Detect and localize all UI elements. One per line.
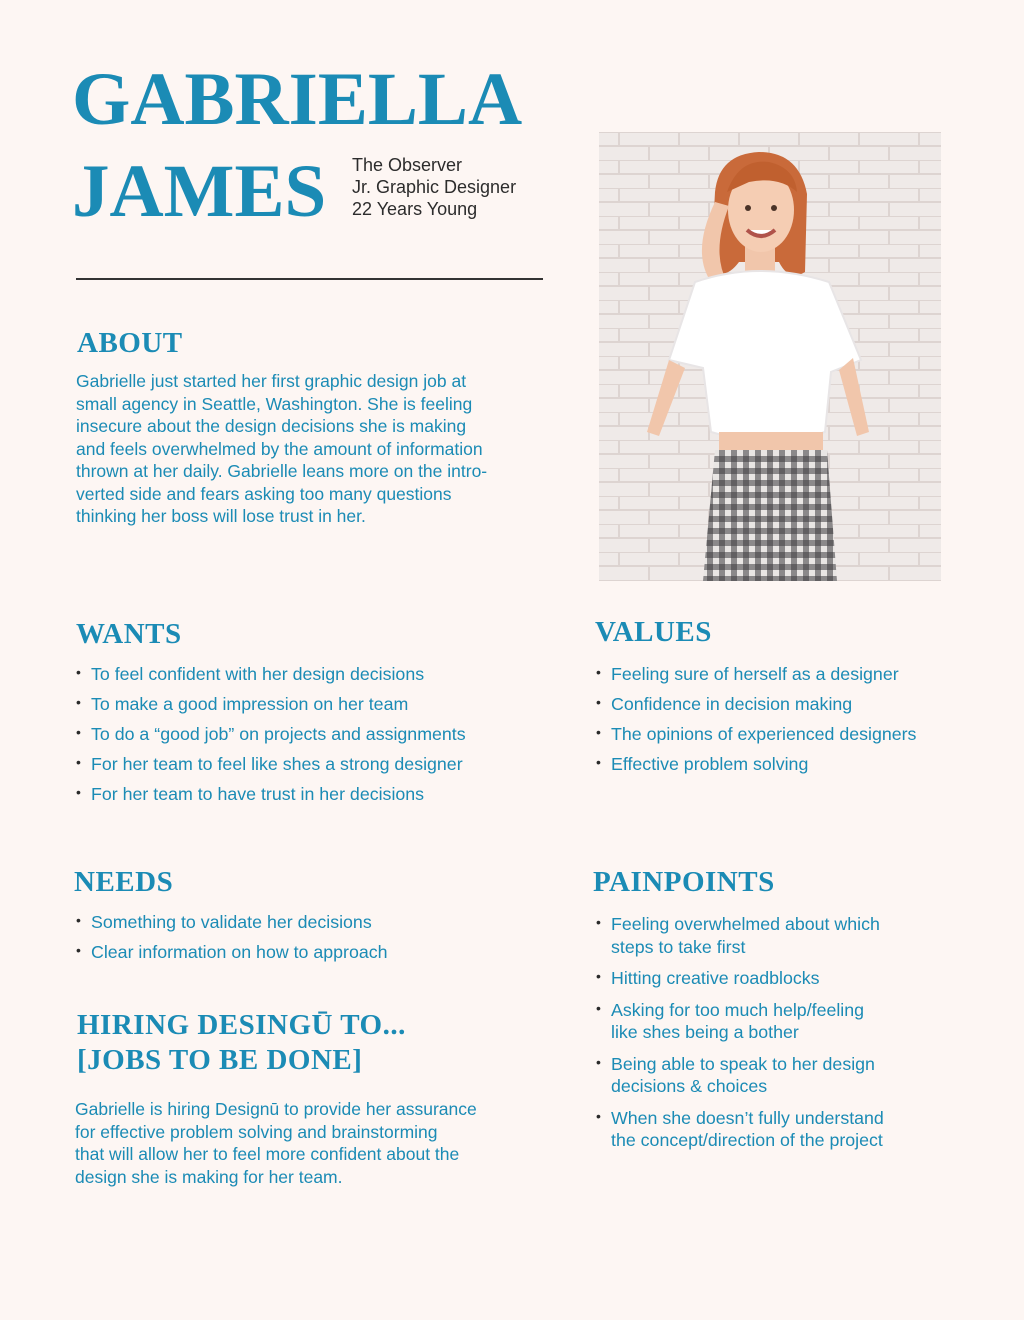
bullet-dot: •	[596, 724, 601, 740]
bullet-dot: •	[76, 912, 81, 928]
painpoints-heading: PAINPOINTS	[593, 866, 775, 898]
wants-item	[76, 693, 466, 716]
painpoints-item	[596, 1053, 884, 1098]
painpoints-item-line: Asking for too much help/feeling	[611, 999, 865, 1020]
values-item-text: The opinions of experienced designers	[611, 724, 917, 744]
bullet-dot: •	[596, 754, 601, 770]
hiring-heading-line: [JOBS TO BE DONE]	[77, 1044, 363, 1076]
values-item-text: Feeling sure of herself as a designer	[611, 664, 899, 684]
persona-role: Jr. Graphic Designer	[352, 177, 517, 197]
values-item	[596, 723, 916, 746]
bullet-dot: •	[596, 968, 601, 984]
about-text	[76, 370, 487, 528]
bullet-dot: •	[76, 942, 81, 958]
values-heading: VALUES	[595, 616, 712, 648]
hiring-line: Gabrielle is hiring Designū to provide her assurance	[75, 1099, 477, 1119]
wants-item	[76, 783, 466, 806]
painpoints-item	[596, 1107, 884, 1152]
values-list	[596, 663, 916, 776]
about-heading: ABOUT	[77, 327, 183, 359]
needs-item	[76, 941, 388, 964]
values-item	[596, 663, 916, 686]
hiring-heading-line: HIRING DESINGŪ TO...	[77, 1009, 406, 1041]
painpoints-list	[596, 913, 884, 1152]
bullet-dot: •	[76, 784, 81, 800]
bullet-dot: •	[76, 694, 81, 710]
bullet-dot: •	[596, 694, 601, 710]
needs-item	[76, 911, 388, 934]
hiring-line: design she is making for her team.	[75, 1166, 343, 1187]
persona-archetype: The Observer	[352, 155, 463, 175]
bullet-dot: •	[596, 914, 601, 930]
painpoints-item-line: like shes being a bother	[611, 1022, 799, 1042]
hiring-line: that will allow her to feel more confident about the	[75, 1144, 460, 1164]
wants-heading: WANTS	[76, 618, 182, 650]
needs-list	[76, 911, 388, 964]
bullet-dot: •	[596, 999, 601, 1016]
about-line: and feels overwhelmed by the amount of information	[76, 438, 483, 459]
hiring-heading	[77, 1008, 406, 1078]
bullet-dot: •	[76, 724, 81, 740]
hiring-text	[75, 1098, 477, 1188]
values-item-text: Effective problem solving	[611, 754, 809, 774]
wants-item-text: To make a good impression on her team	[91, 694, 409, 714]
painpoints-item	[596, 999, 884, 1044]
wants-item-text: To do a “good job” on projects and assignments	[91, 724, 466, 744]
needs-heading: NEEDS	[74, 866, 174, 898]
bullet-dot: •	[76, 754, 81, 770]
painpoints-item-line: Feeling overwhelmed about which	[611, 914, 880, 934]
painpoints-item	[596, 967, 884, 990]
painpoints-item-line: Hitting creative roadblocks	[611, 968, 820, 988]
values-item-text: Confidence in decision making	[611, 694, 853, 714]
painpoints-item-line: the concept/direction of the project	[611, 1130, 883, 1150]
needs-item-text: Something to validate her decisions	[91, 912, 372, 932]
about-line: insecure about the design decisions she is making	[76, 416, 467, 436]
about-line: Gabrielle just started her first graphic design job at	[76, 371, 467, 391]
about-line: thrown at her daily. Gabrielle leans more on the intro-	[76, 461, 488, 481]
bullet-dot: •	[76, 664, 81, 680]
needs-item-text: Clear information on how to approach	[91, 942, 388, 962]
persona-first-name: GABRIELLA	[72, 58, 523, 141]
wants-item-text: For her team to feel like shes a strong designer	[91, 754, 463, 774]
painpoints-item-line: steps to take first	[611, 936, 746, 957]
wants-item-text: For her team to have trust in her decisions	[91, 784, 425, 804]
about-line: thinking her boss will lose trust in her.	[76, 506, 366, 526]
persona-photo-illustration	[599, 132, 941, 581]
bullet-dot: •	[596, 1107, 601, 1124]
persona-subtitle	[352, 154, 516, 220]
wants-item	[76, 663, 466, 686]
painpoints-item	[596, 913, 884, 958]
wants-item-text: To feel confident with her design decisions	[91, 664, 425, 684]
bullet-dot: •	[596, 664, 601, 680]
persona-last-name: JAMES	[72, 150, 327, 233]
about-line: verted side and fears asking too many questions	[76, 483, 452, 504]
persona-age: 22 Years Young	[352, 199, 478, 219]
painpoints-item-line: When she doesn’t fully understand	[611, 1107, 884, 1128]
header-divider	[76, 278, 543, 280]
wants-list	[76, 663, 466, 806]
wants-item	[76, 753, 466, 776]
values-item	[596, 753, 916, 776]
values-item	[596, 693, 916, 716]
painpoints-item-line: decisions & choices	[611, 1076, 768, 1096]
hiring-line: for effective problem solving and brainstorming	[75, 1121, 438, 1142]
painpoints-item-line: Being able to speak to her design	[611, 1053, 875, 1074]
bullet-dot: •	[596, 1053, 601, 1070]
about-line: small agency in Seattle, Washington. She is feeling	[76, 393, 473, 414]
persona-photo	[599, 132, 941, 581]
wants-item	[76, 723, 466, 746]
